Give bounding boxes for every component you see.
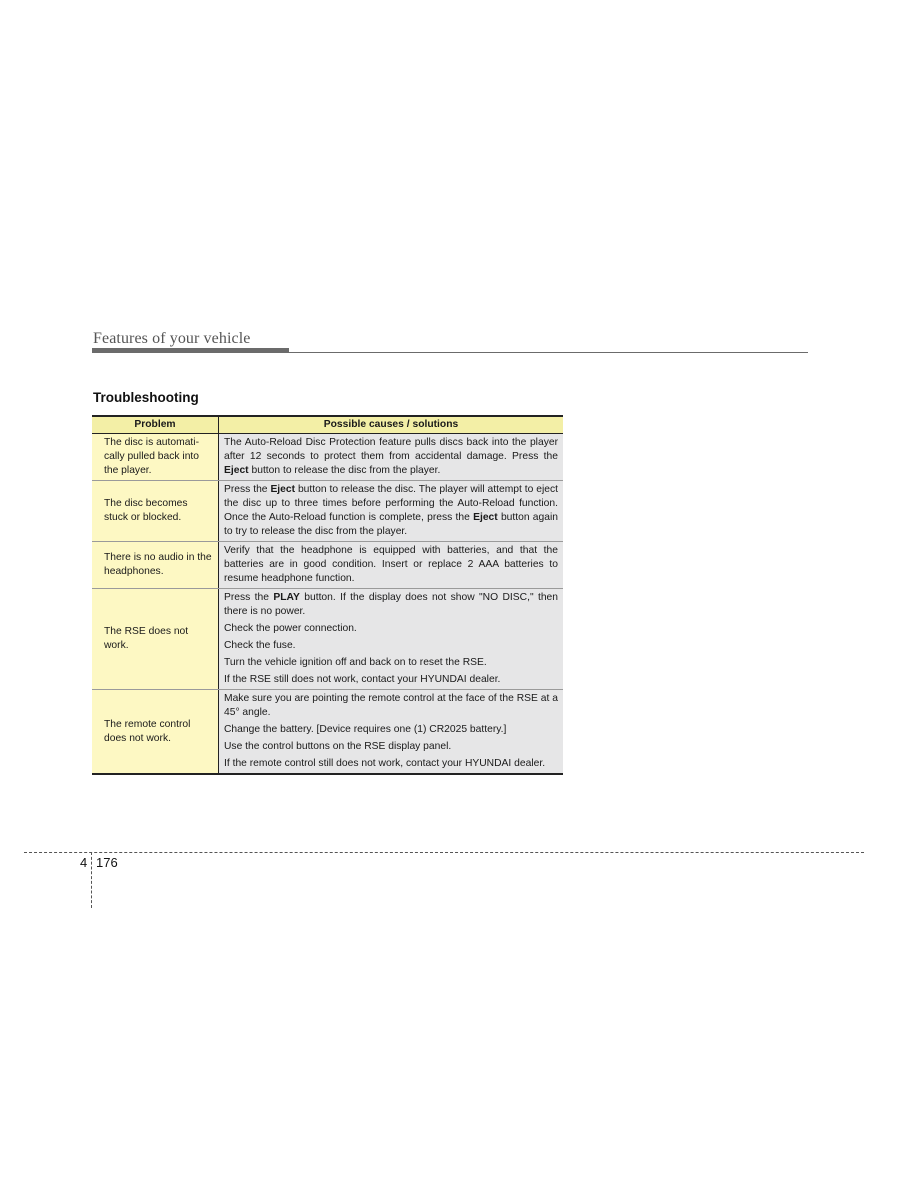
problem-cell: The disc is automati-cally pulled back into the player. [92,434,219,481]
solution-text: Change the battery. [Device requires one (1) CR2025 battery.] [224,724,507,735]
solution-line [224,656,558,670]
solution-text: button again to try to release the disc from the player. [224,512,559,537]
solution-text: Check the fuse. [224,640,296,651]
table-row [92,434,563,481]
table-row [92,542,563,589]
solution-line [224,436,558,478]
solution-line [224,673,558,687]
problem-cell: The disc becomes stuck or blocked. [92,481,219,542]
solution-line [224,757,558,771]
solution-line [224,483,558,539]
table-header-row [92,416,563,434]
column-header-problem: Problem [92,416,219,434]
table-body [92,434,563,775]
solution-text: button to release the disc. The player will attempt to eject the disc up to three times before performing the Auto-Reload function. Once the Auto-Reload function is complete, press the [224,484,558,523]
solution-line [224,740,558,754]
solution-cell [219,542,564,589]
page-header-title: Features of your vehicle [93,330,251,347]
solution-cell [219,481,564,542]
problem-cell: The RSE does not work. [92,589,219,690]
solution-line [224,692,558,720]
solution-line [224,723,558,737]
section-title: Troubleshooting [93,390,199,405]
solution-text: Turn the vehicle ignition off and back on to reset the RSE. [224,657,487,668]
button-name-emphasis: Eject [270,484,296,495]
problem-cell: There is no audio in the headphones. [92,542,219,589]
footer-divider [24,852,864,853]
solution-text: Verify that the headphone is equipped with batteries, and that the batteries are in good condition. Insert or replace 2 AAA batteries to resume headphone function. [224,545,558,584]
header-rule [92,352,808,353]
solution-text: Use the control buttons on the RSE display panel. [224,741,452,752]
button-name-emphasis: PLAY [273,592,300,603]
solution-cell [219,690,564,775]
table-row [92,690,563,775]
table-row [92,481,563,542]
solution-text: Press the [224,484,271,495]
solution-text: If the RSE still does not work, contact your HYUNDAI dealer. [224,674,501,685]
solution-line [224,591,558,619]
problem-cell: The remote control does not work. [92,690,219,775]
solution-text: The Auto-Reload Disc Protection feature pulls discs back into the player after 12 seconds to protect them from accidental damage. Press the [224,437,558,462]
solution-text: Make sure you are pointing the remote control at the face of the RSE at a 45° angle. [224,693,558,718]
solution-line [224,622,558,636]
solution-text: If the remote control still does not work, contact your HYUNDAI dealer. [224,758,546,769]
button-name-emphasis: Eject [473,512,498,523]
solution-text: button. If the display does not show "NO DISC," then there is no power. [224,592,559,617]
button-name-emphasis: Eject [224,465,249,476]
solution-text: button to release the disc from the player. [248,465,441,476]
solution-text: Press the [224,592,274,603]
chapter-number: 4 [80,855,88,870]
solution-line [224,544,558,586]
page-number: 176 [96,855,118,870]
solution-cell [219,434,564,481]
footer-vertical-divider [91,852,92,908]
troubleshooting-table [92,415,563,775]
solution-line [224,639,558,653]
column-header-solutions: Possible causes / solutions [219,416,564,434]
table-row [92,589,563,690]
solution-text: Check the power connection. [224,623,357,634]
solution-cell [219,589,564,690]
